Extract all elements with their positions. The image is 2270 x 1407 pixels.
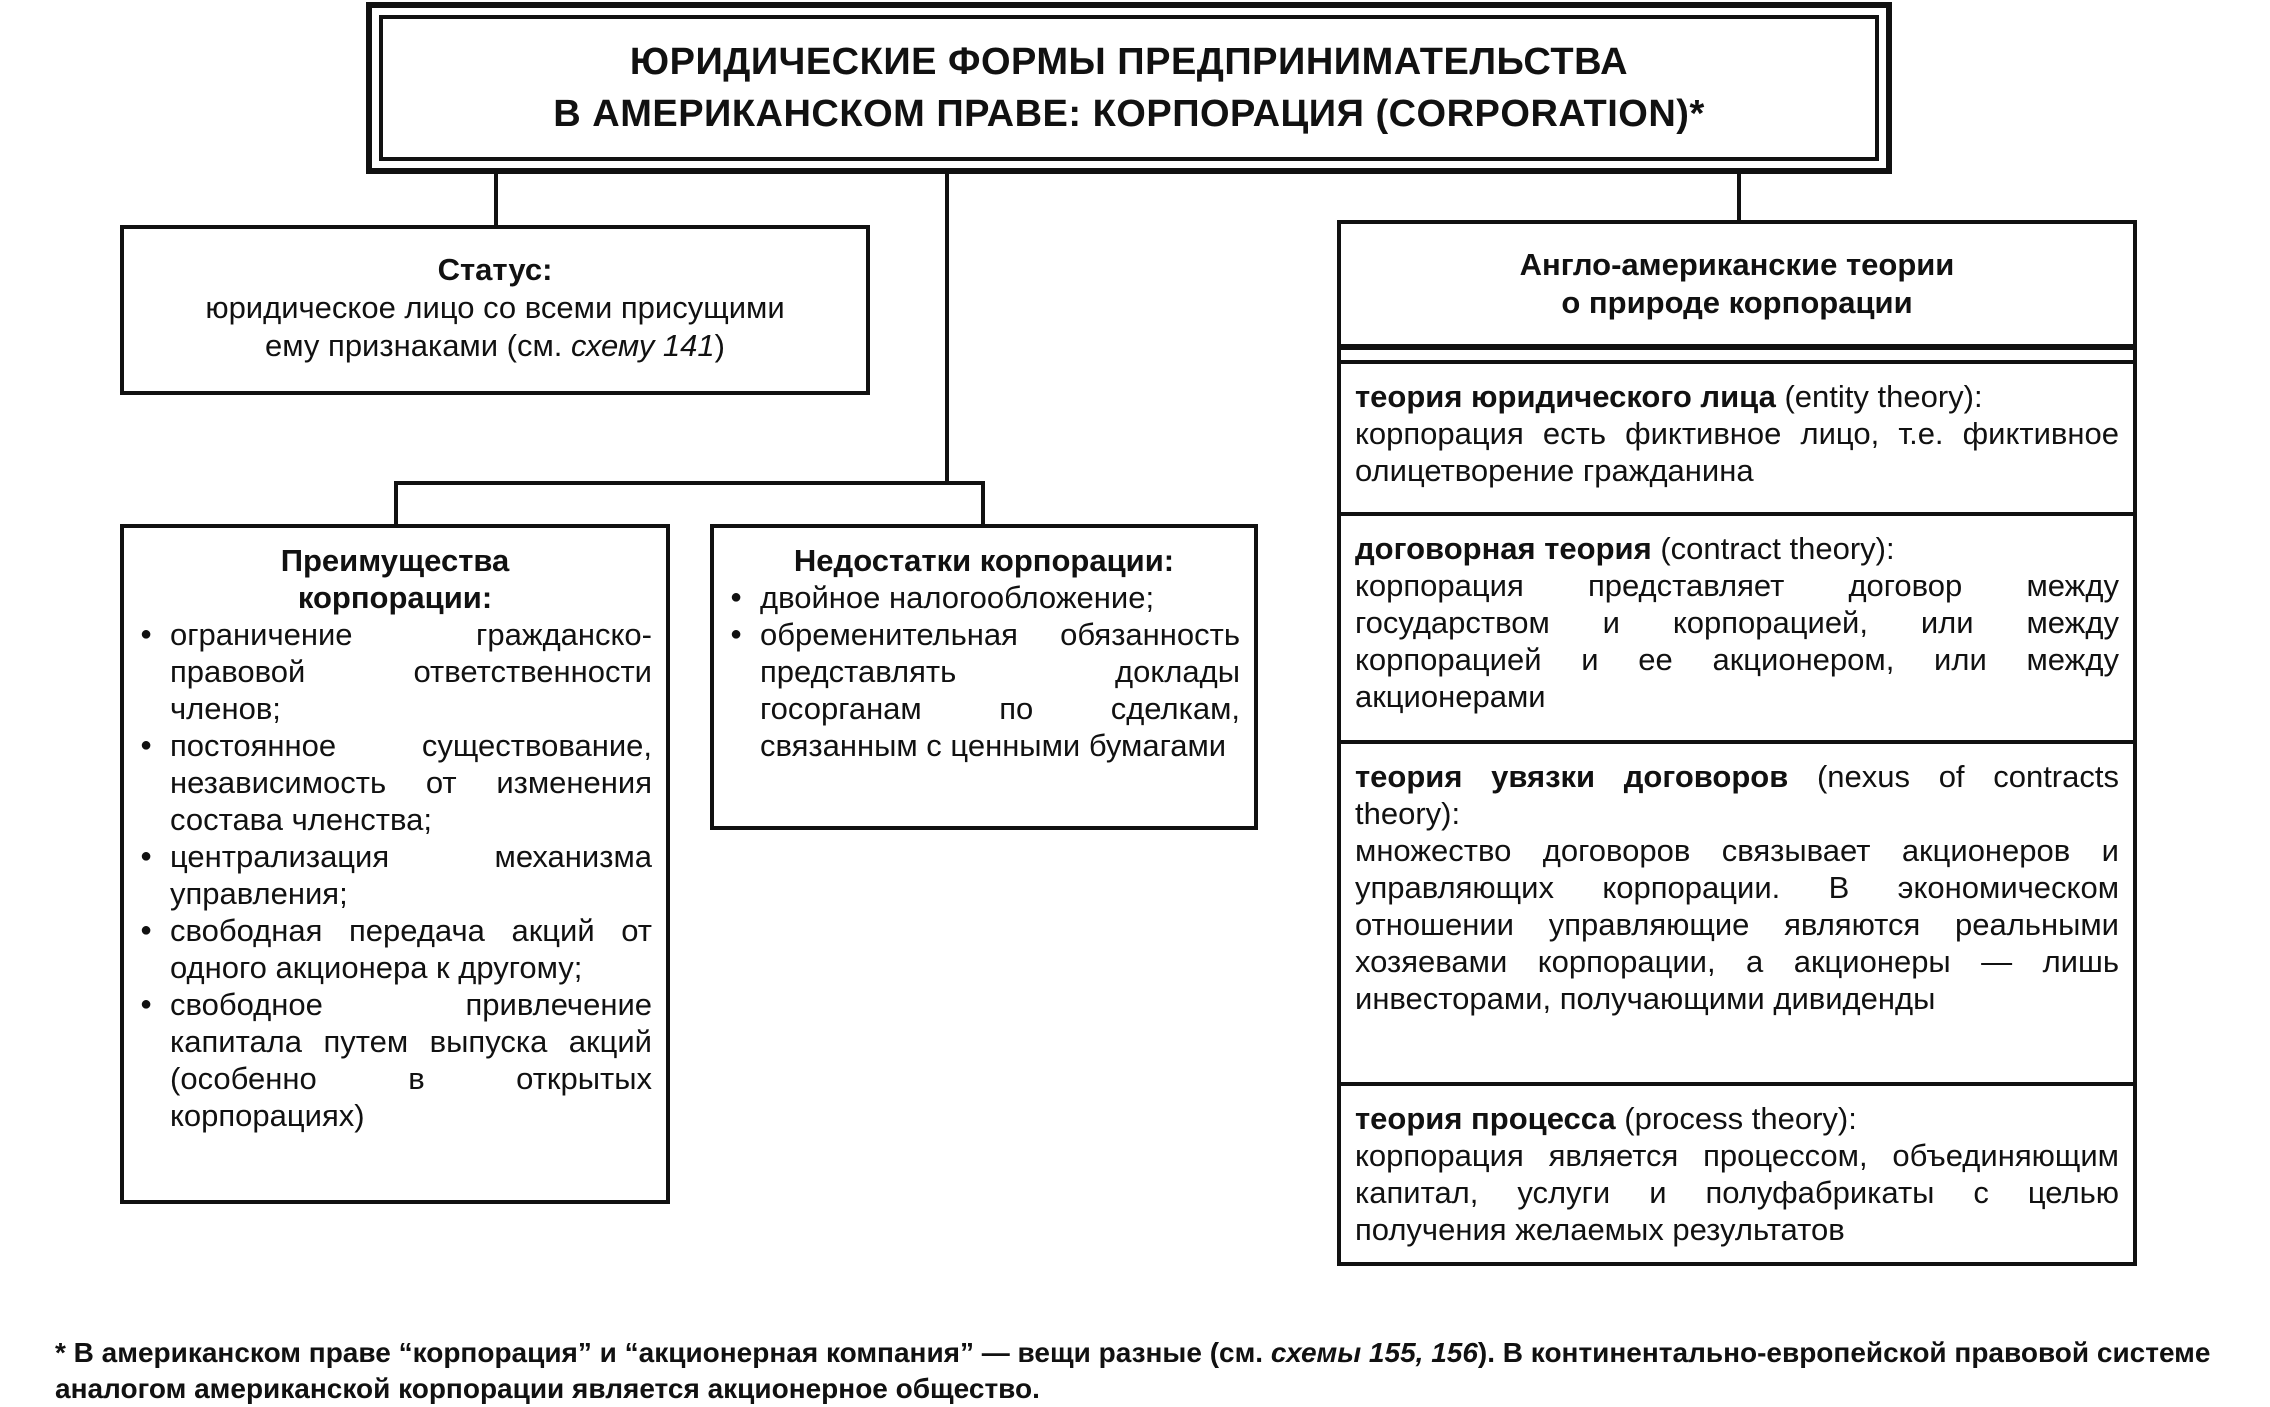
footnote-scheme-ref: схемы 155, 156 [1270, 1337, 1478, 1368]
theory-name: теория увязки договоров [1355, 759, 1789, 794]
theories-heading-line-2: о природе корпорации [1561, 285, 1913, 320]
theory-english: (contract theory): [1660, 531, 1895, 566]
status-text-post: ) [714, 328, 725, 363]
theories-heading [1341, 224, 2133, 350]
theory-process [1341, 1086, 2133, 1248]
status-heading: Статус: [437, 252, 553, 287]
disadvantages-heading: Недостатки корпорации: [793, 543, 1175, 578]
connector-to-disadvantages [981, 481, 985, 526]
theory-text: множество договоров связывает акционеров и управляющих корпорации. В экономическом отношении управляющие являются реальными хозяевами корпорации, а акционеры — лишь инвесторами, получающими дивиденды [1355, 833, 2119, 1016]
title-line-2: В АМЕРИКАНСКОМ ПРАВЕ: КОРПОРАЦИЯ (CORPORATION)* [553, 93, 1705, 135]
theory-text: корпорация есть фиктивное лицо, т.е. фиктивное олицетворение гражданина [1355, 416, 2119, 488]
theories-box [1337, 220, 2137, 1266]
connector-horizontal-branch [394, 481, 985, 485]
theory-english: (process theory): [1624, 1101, 1857, 1136]
status-scheme-ref: схему 141 [571, 328, 715, 363]
theory-name: договорная теория [1355, 531, 1652, 566]
status-text-line-1: юридическое лицо со всеми присущими [205, 290, 785, 325]
theory-name: теория юридического лица [1355, 379, 1776, 414]
status-text-line-2 [124, 327, 866, 365]
title-line-1: ЮРИДИЧЕСКИЕ ФОРМЫ ПРЕДПРИНИМАТЕЛЬСТВА [629, 41, 1629, 83]
disadvantages-list [728, 579, 1240, 764]
theory-entity [1341, 364, 2133, 516]
theory-contract [1341, 516, 2133, 744]
connector-title-center [945, 174, 949, 484]
status-text-pre: ему признаками (см. [265, 328, 572, 363]
footnote-part-2: ). В континентально-европейской правовой системе аналогом американской корпорации является акционерное общество. [55, 1337, 2211, 1404]
footnote [55, 1335, 2270, 1407]
title-box [366, 2, 1892, 174]
list-item: ● постоянное существование, независимость от изменения состава членства; [138, 727, 652, 838]
footnote-part-1: * В американском праве “корпорация” и “акционерная компания” — вещи разные (см. [55, 1337, 1271, 1368]
advantages-heading-line-1: Преимущества [280, 543, 510, 578]
list-item: ● двойное налогообложение; [728, 579, 1240, 616]
theory-text: корпорация представляет договор между государством и корпорацией, или между корпорацией и ее акционером, или между акционерами [1355, 568, 2119, 714]
advantages-heading-line-2: корпорации: [297, 580, 493, 615]
status-box [120, 225, 870, 395]
theory-nexus-of-contracts [1341, 744, 2133, 1086]
advantages-box [120, 524, 670, 1204]
theory-text: корпорация является процессом, объединяющим капитал, услуги и полуфабрикаты с целью получения желаемых результатов [1355, 1138, 2119, 1247]
advantages-list [138, 616, 652, 1134]
connector-title-theories [1737, 174, 1741, 222]
list-item: ● ограничение гражданско-правовой ответственности членов; [138, 616, 652, 727]
list-item: ● централизация механизма управления; [138, 838, 652, 912]
theory-english: (nexus of contracts theory): [1355, 759, 2119, 831]
theory-english: (entity theory): [1784, 379, 1983, 414]
list-item: ● обременительная обязанность представлять доклады госорганам по сделкам, связанным с ценными бумагами [728, 616, 1240, 764]
disadvantages-box [710, 524, 1258, 830]
theory-name: теория процесса [1355, 1101, 1616, 1136]
theories-heading-line-1: Англо-американские теории [1519, 247, 1955, 282]
connector-to-advantages [394, 481, 398, 526]
theories-divider [1341, 350, 2133, 364]
list-item: ● свободная передача акций от одного акционера к другому; [138, 912, 652, 986]
connector-title-status [494, 174, 498, 226]
list-item: ● свободное привлечение капитала путем выпуска акций (особенно в открытых корпорациях) [138, 986, 652, 1134]
